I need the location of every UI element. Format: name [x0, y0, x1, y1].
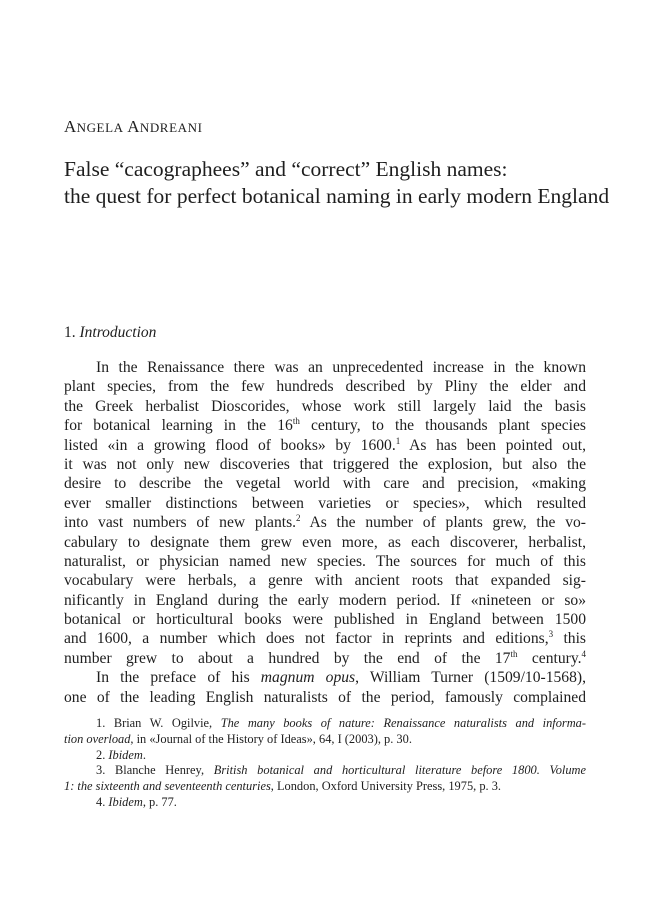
- title-line-1: False “cacographees” and “correct” English names:: [64, 157, 508, 181]
- body-line: nificantly in England during the early modern period. If «nineteen or so»: [64, 591, 586, 609]
- author-name: [64, 117, 203, 137]
- body-line: In the Renaissance there was an unprecedented increase in the known: [96, 359, 586, 376]
- footnote-ref: 4: [581, 648, 586, 659]
- body-line: desire to describe the vegetal world with care and precision, «making: [64, 475, 586, 493]
- author-last-rest: NDREANI: [139, 120, 203, 135]
- body-line: ever smaller distinctions between varieties or species», which resulted: [64, 494, 586, 512]
- body-line: naturalist, or physician named new species. The sources for much of this: [64, 552, 586, 570]
- body-line: vocabulary were herbals, a genre with ancient roots that expanded sig-: [64, 572, 586, 590]
- footnotes: [64, 716, 586, 811]
- author-first-rest: NGELA: [76, 120, 124, 135]
- body-line: plant species, from the few hundreds described by Pliny the elder and: [64, 378, 586, 396]
- footnote-3-continued: 1: the sixteenth and seventeenth centuries, London, Oxford University Press, 1975, p. 3.: [64, 779, 502, 794]
- italic-term: magnum opus: [260, 669, 356, 687]
- article-title: [64, 156, 610, 210]
- body-line: In the preface of his magnum opus, William Turner (1509/10-1568),: [96, 669, 586, 687]
- author-last-initial: A: [127, 117, 140, 136]
- footnote-1: 1. Brian W. Ogilvie, The many books of nature: Renaissance naturalists and informa-: [96, 716, 586, 730]
- footnote-2: 2. Ibidem.: [96, 747, 146, 762]
- body-line: botanical or horticultural books were published in England between 1500: [64, 611, 586, 629]
- footnote-4: 4. Ibidem, p. 77.: [96, 794, 177, 809]
- body-line: one of the leading English naturalists of the period, famously complained: [64, 688, 586, 706]
- body-line: number grew to about a hundred by the end of the 17th century.$^4$: [64, 648, 586, 667]
- footnote-1-continued: tion overload, in «Journal of the History of Ideas», 64, I (2003), p. 30.: [64, 731, 412, 746]
- body-line: cabulary to designate them grew even more, as each discoverer, herbalist,: [64, 533, 586, 551]
- body-line: it was not only new discoveries that triggered the explosion, but also the: [64, 455, 586, 473]
- body-line: into vast numbers of new plants.$^2$ As the number of plants grew, the vo-: [64, 512, 586, 532]
- section-heading: [64, 324, 156, 342]
- footnote-3: 3. Blanche Henrey, British botanical and horticultural literature before 1800. Volume: [96, 763, 586, 778]
- body-paragraphs: [64, 358, 586, 707]
- author-first-initial: A: [64, 117, 77, 136]
- section-name: Introduction: [79, 324, 157, 341]
- body-line: listed «in a growing flood of books» by 1600.$^1$ As has been pointed out,: [64, 435, 586, 454]
- footnote-ref: 1: [395, 435, 401, 446]
- section-number: 1.: [64, 324, 76, 341]
- body-line: and 1600, a number which does not factor in reprints and editions,$^3$ this: [64, 629, 586, 648]
- superscript: th: [292, 415, 300, 426]
- superscript: th: [510, 648, 518, 659]
- footnote-ref: 3: [548, 629, 554, 640]
- title-line-2: the quest for perfect botanical naming in early modern England: [64, 184, 610, 208]
- body-line: the Greek herbalist Dioscorides, whose work still largely laid the basis: [64, 397, 586, 415]
- footnote-ref: 2: [296, 512, 301, 523]
- body-line: for botanical learning in the 16th century, to the thousands plant species: [64, 415, 586, 435]
